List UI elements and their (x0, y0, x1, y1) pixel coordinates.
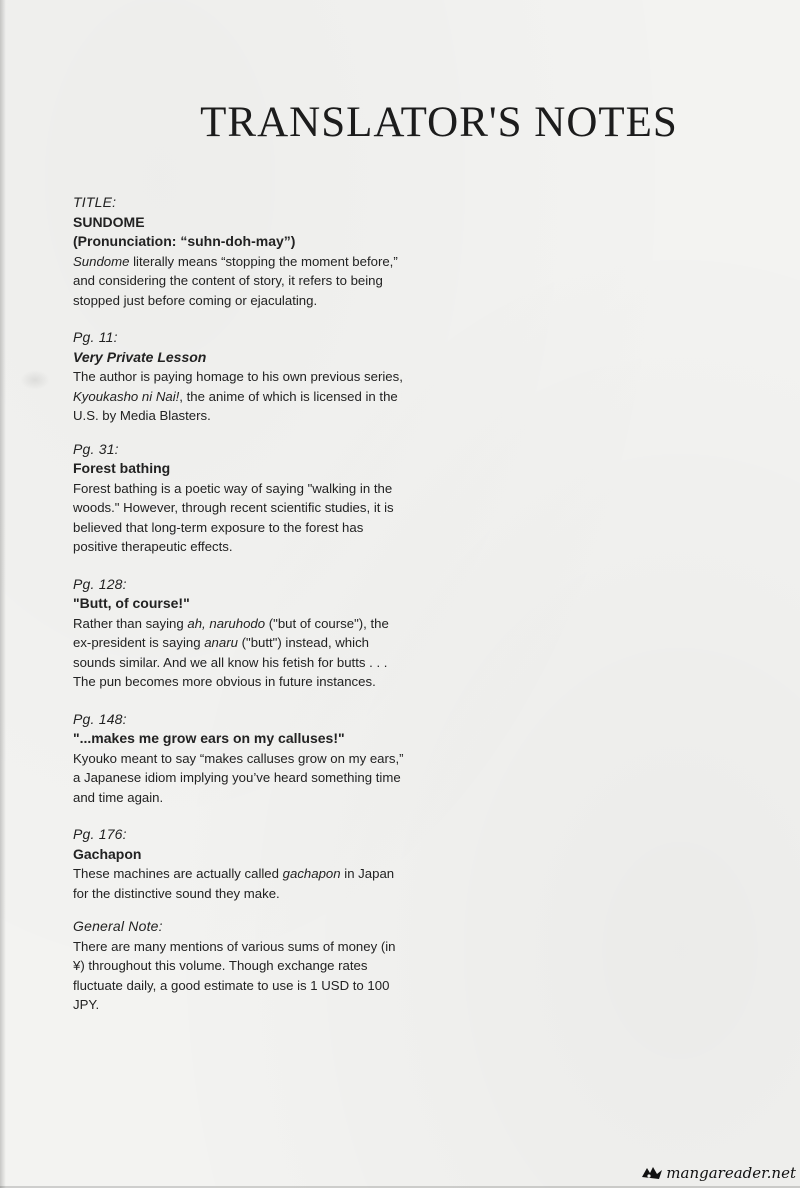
note-body (73, 367, 408, 426)
page-edge-shadow (0, 0, 6, 1188)
note-body-text: in Japan for the distinctive sound they make. (73, 866, 395, 901)
note-label: Pg. 128: (73, 575, 127, 592)
note-body-text: ("but of course"), the ex-president is saying (73, 615, 389, 650)
note-body-text: These machines are actually called (73, 866, 283, 881)
note-body: Kyouko meant to say “makes calluses grow on my ears,” a Japanese idiom implying you’ve heard something time and time again. (73, 750, 404, 805)
note-body (73, 614, 408, 692)
note-general (73, 917, 408, 1015)
note-title (73, 193, 408, 310)
note-heading: "...makes me grow ears on my calluses!" (73, 730, 345, 746)
note-body-emphasis: ah, naruhodo (187, 615, 266, 631)
note-heading: Forest bathing (73, 460, 171, 476)
page-smudge (20, 370, 50, 390)
note-label: Pg. 11: (73, 329, 118, 345)
note-body-text: literally means “stopping the moment before,” and considering the content of story, it refers to being stopped just before coming or ejaculating. (73, 253, 398, 308)
note-heading: (Pronunciation: “suhn-doh-may”) (73, 233, 296, 249)
notes-list (73, 193, 408, 1033)
note-pg-148 (73, 710, 408, 808)
note-pg-128 (73, 575, 408, 692)
note-heading: "Butt, of course!" (73, 595, 190, 611)
note-body-emphasis: Sundome (73, 253, 130, 269)
note-label: Pg. 176: (73, 826, 127, 842)
note-heading: Very Private Lesson (73, 348, 207, 365)
note-body-text: Rather than saying (73, 615, 188, 631)
note-heading: Gachapon (73, 845, 142, 862)
note-body (73, 252, 408, 311)
note-pg-176 (73, 825, 408, 903)
note-label: TITLE: (73, 194, 117, 210)
note-body-emphasis: anaru (204, 635, 238, 650)
note-label: General Note: (73, 918, 163, 934)
manga-logo-icon (641, 1165, 663, 1181)
note-label: Pg. 31: (73, 440, 119, 457)
watermark-text: mangareader.net (666, 1164, 796, 1182)
note-pg-11 (73, 328, 408, 426)
note-label: Pg. 148: (73, 710, 127, 727)
note-body: Forest bathing is a poetic way of saying "walking in the woods." However, through recent scientific studies, it is believed that long-term exposure to the forest has positive therapeutic effects. (73, 480, 394, 554)
note-body (73, 864, 408, 903)
note-body-text: ("butt") instead, which sounds similar. And we all know his fetish for butts . . . The pun becomes more obvious in future instances. (73, 635, 388, 689)
watermark (641, 1164, 796, 1182)
note-pg-31 (73, 440, 408, 557)
note-body-emphasis: Kyoukasho ni Nai! (73, 388, 180, 404)
note-body-emphasis: gachapon (282, 866, 341, 881)
page-title: TRANSLATOR'S NOTES (200, 99, 678, 146)
note-body: There are many mentions of various sums of money (in ¥) throughout this volume. Though exchange rates fluctuate daily, a good estimate to use is 1 USD to 100 JPY. (73, 938, 396, 1012)
note-body-text: , the anime of which is licensed in the U.S. by Media Blasters. (73, 388, 398, 423)
note-body-text: The author is paying homage to his own previous series, (73, 369, 403, 384)
note-heading: SUNDOME (73, 213, 145, 230)
